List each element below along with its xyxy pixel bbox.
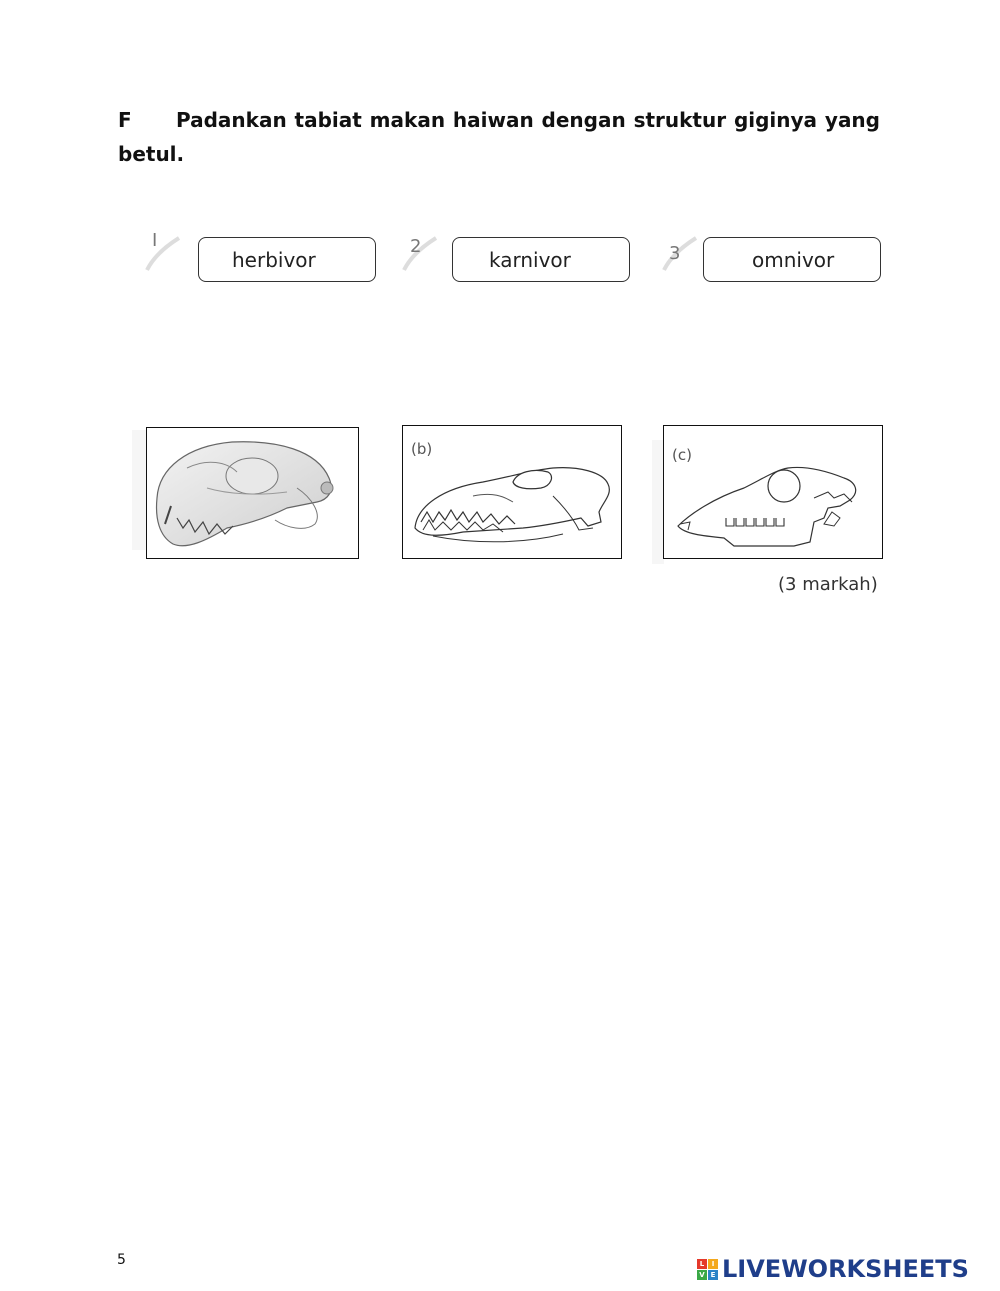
page-number: 5 — [117, 1252, 126, 1268]
carnivore-skull-icon — [403, 426, 622, 559]
term-box-omnivor[interactable] — [703, 237, 881, 282]
liveworksheets-logo — [697, 1255, 969, 1283]
question-instruction — [118, 103, 880, 171]
term-label: karnivor — [489, 247, 571, 272]
skull-label: (b) — [411, 440, 433, 458]
logo-letter: E — [708, 1270, 718, 1280]
logo-letter: I — [708, 1259, 718, 1269]
question-letter: F — [118, 108, 132, 132]
herbivore-skull-icon — [664, 426, 883, 559]
term-number: I — [152, 230, 158, 251]
slash-mark — [660, 234, 702, 274]
term-number: 2 — [410, 236, 422, 257]
slash-mark — [143, 234, 185, 274]
skull-frame-a[interactable] — [146, 427, 359, 559]
brand-name: LIVEWORKSHEETS — [722, 1255, 969, 1283]
term-box-herbivor[interactable] — [198, 237, 376, 282]
skull-frame-c[interactable] — [663, 425, 883, 559]
term-box-karnivor[interactable] — [452, 237, 630, 282]
instruction-text: Padankan tabiat makan haiwan dengan struktur giginya yang betul. — [118, 108, 880, 166]
omnivore-skull-icon — [147, 428, 359, 559]
logo-letter: V — [697, 1270, 707, 1280]
logo-letter: L — [697, 1259, 707, 1269]
skull-label: (c) — [672, 446, 692, 464]
logo-icon — [697, 1259, 718, 1280]
term-number: 3 — [669, 243, 681, 264]
term-label: omnivor — [752, 247, 835, 272]
marks-allocation: (3 markah) — [778, 574, 878, 595]
term-label: herbivor — [232, 247, 316, 272]
skull-frame-b[interactable] — [402, 425, 622, 559]
